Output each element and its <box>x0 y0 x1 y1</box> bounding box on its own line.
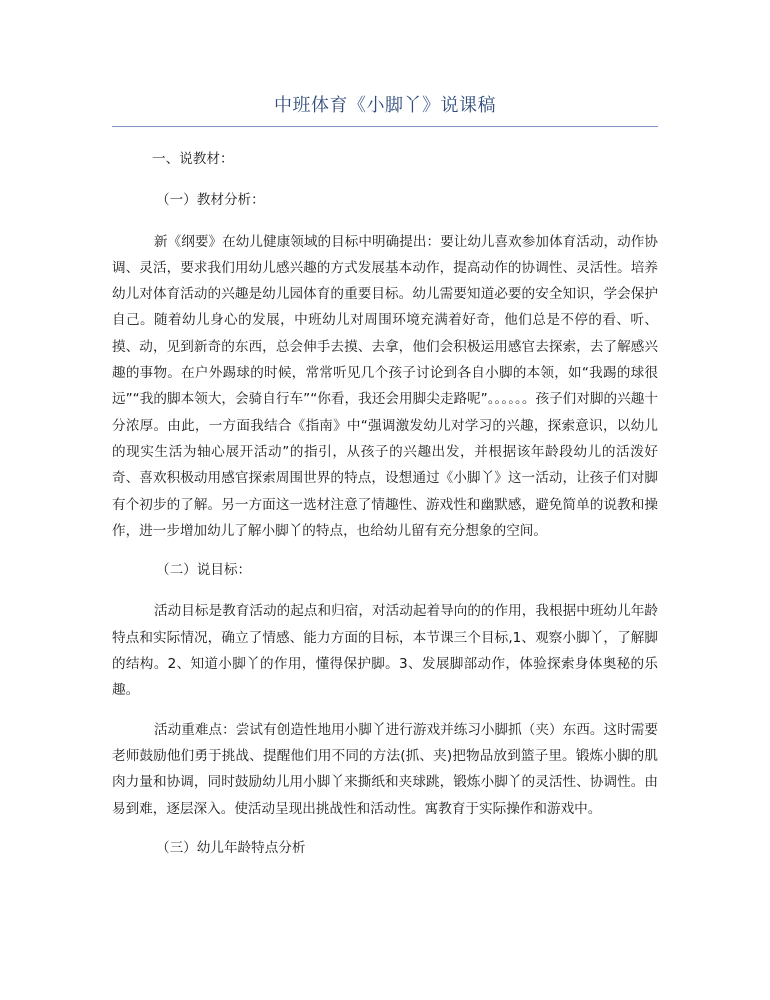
title-divider <box>112 126 658 127</box>
subsection-heading-objectives: （二）说目标： <box>156 562 252 579</box>
document-title: 中班体育《小脚丫》说课稿 <box>274 95 496 116</box>
paragraph-objectives: 活动目标是教育活动的起点和归宿，对活动起着导向的的作用，我根据中班幼儿年龄特点和实际情况，确立了情感、能力方面的目标，本节课三个目标,1、观察小脚丫，了解脚的结构。2、知道小脚丫的作用，懂得保护脚。3、发展脚部动作，体验探索身体奥秘的乐趣。 <box>112 603 658 699</box>
subsection-heading-material-analysis: （一）教材分析： <box>156 192 265 209</box>
section-heading-teaching-material: 一、说教材： <box>152 151 234 167</box>
paragraph-key-difficulties: 活动重难点：尝试有创造性地用小脚丫进行游戏并练习小脚抓（夹）东西。这时需要老师鼓励他们勇于挑战、提醒他们用不同的方法(抓、夹)把物品放到篮子里。锻炼小脚的肌肉力量和协调，同时鼓励幼儿用小脚丫来撕纸和夹球跳，锻炼小脚丫的灵活性、协调性。由易到难，逐层深入。使活动呈现出挑战性和活动性。寓教育于实际操作和游戏中。 <box>112 721 658 817</box>
paragraph-material-analysis: 新《纲要》在幼儿健康领域的目标中明确提出：要让幼儿喜欢参加体育活动，动作协调、灵活，要求我们用幼儿感兴趣的方式发展基本动作，提高动作的协调性、灵活性。培养幼儿对体育活动的兴趣是幼儿园体育的重要目标。幼儿需要知道必要的安全知识，学会保护自己。随着幼儿身心的发展，中班幼儿对周围环境充满着好奇，他们总是不停的看、听、摸、动，见到新奇的东西，总会伸手去摸、去拿，他们会积极运用感官去探索，去了解感兴趣的事物。在户外踢球的时候，常常听见几个孩子讨论到各自小脚的本领，如“我踢的球很远”“我的脚本领大，会骑自行车”“你看，我还会用脚尖走路呢”。。。。。。孩子们对脚的兴趣十分浓厚。由此，一方面我结合《指南》中“强调激发幼儿对学习的兴趣，探索意识，以幼儿的现实生活为轴心展开活动”的指引，从孩子的兴趣出发，并根据该年龄段幼儿的活泼好奇、喜欢积极动用感官探索周围世界的特点，设想通过《小脚丫》这一活动，让孩子们对脚有个初步的了解。另一方面这一选材注意了情趣性、游戏性和幽默感，避免简单的说教和操作，进一步增加幼儿了解小脚丫的特点，也给幼儿留有充分想象的空间。 <box>112 233 658 539</box>
document-body <box>112 146 658 876</box>
subsection-heading-age-analysis: （三）幼儿年龄特点分析 <box>156 839 306 856</box>
